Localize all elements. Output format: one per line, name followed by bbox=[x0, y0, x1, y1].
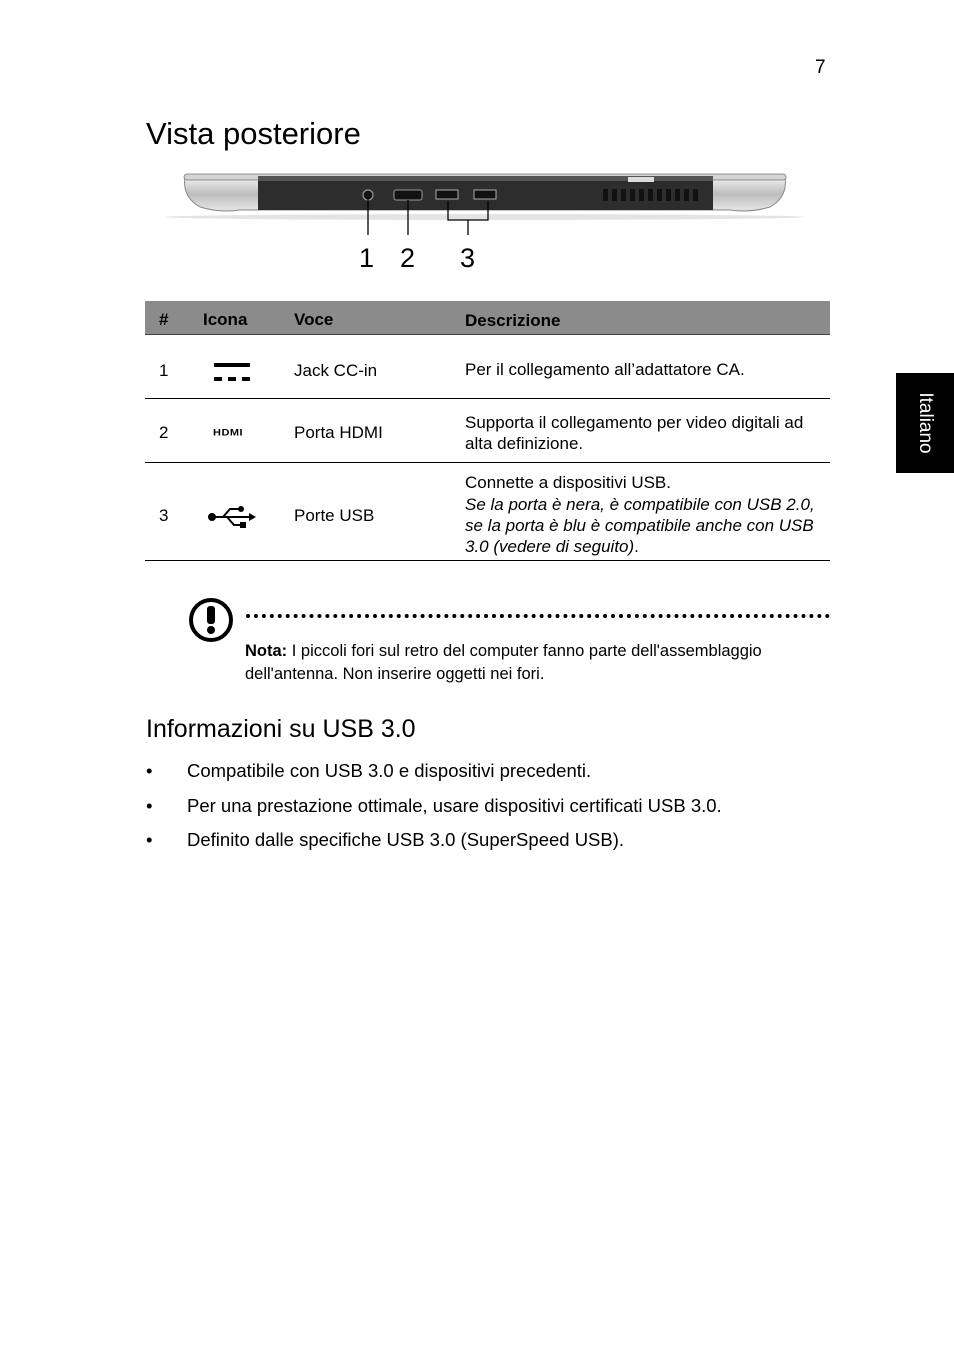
section-title: Informazioni su USB 3.0 bbox=[146, 715, 416, 743]
note-body: I piccoli fori sul retro del computer fanno parte dell'assemblaggio dell'antenna. Non inserire oggetti nei fori. bbox=[245, 642, 762, 683]
header-item: Voce bbox=[294, 310, 334, 329]
row-item: Porta HDMI bbox=[294, 423, 383, 442]
row-desc: Supporta il collegamento per video digitali ad alta definizione. bbox=[465, 413, 804, 453]
hdmi-icon: HDMI bbox=[213, 428, 244, 438]
list-item: • Compatibile con USB 3.0 e dispositivi precedenti. bbox=[146, 760, 722, 795]
list-item: • Per una prestazione ottimale, usare dispositivi certificati USB 3.0. bbox=[146, 795, 722, 830]
usb-bullet-list bbox=[146, 760, 722, 864]
page-title: Vista posteriore bbox=[146, 116, 361, 151]
note-text bbox=[245, 640, 825, 686]
header-desc: Descrizione bbox=[465, 311, 561, 330]
header-icon: Icona bbox=[203, 310, 248, 329]
row-desc-end: . bbox=[634, 537, 639, 556]
warning-icon bbox=[188, 597, 234, 643]
row-desc bbox=[465, 472, 825, 557]
table-row bbox=[145, 335, 830, 399]
row-item: Jack CC-in bbox=[294, 361, 378, 380]
laptop-rear-illustration bbox=[160, 165, 810, 240]
page-number: 7 bbox=[815, 57, 826, 78]
callout-3: 3 bbox=[460, 243, 476, 273]
row-num: 3 bbox=[159, 506, 169, 525]
table-header bbox=[145, 301, 830, 335]
row-desc: Per il collegamento all’adattatore CA. bbox=[465, 360, 745, 379]
ports-table bbox=[145, 301, 830, 561]
row-num: 2 bbox=[159, 423, 169, 442]
header-num: # bbox=[159, 310, 169, 329]
note-divider bbox=[246, 614, 830, 618]
row-item: Porte USB bbox=[294, 506, 375, 525]
row-num: 1 bbox=[159, 361, 169, 380]
row-desc-main: Connette a dispositivi USB. bbox=[465, 473, 671, 492]
language-tab bbox=[896, 373, 954, 473]
usb-icon bbox=[207, 505, 257, 529]
table-row bbox=[145, 399, 830, 463]
row-desc-italic: Se la porta è nera, è compatibile con USB 2.0, se la porta è blu è compatibile anche con USB 3.0 (vedere di seguito) bbox=[465, 495, 815, 556]
callout-1: 1 bbox=[359, 243, 375, 273]
list-item: • Definito dalle specifiche USB 3.0 (SuperSpeed USB). bbox=[146, 829, 722, 864]
note-label: Nota: bbox=[245, 642, 288, 660]
table-row bbox=[145, 463, 830, 561]
dc-in-icon bbox=[213, 362, 251, 384]
callout-2: 2 bbox=[400, 243, 416, 273]
language-tab-label: Italiano bbox=[915, 392, 936, 454]
